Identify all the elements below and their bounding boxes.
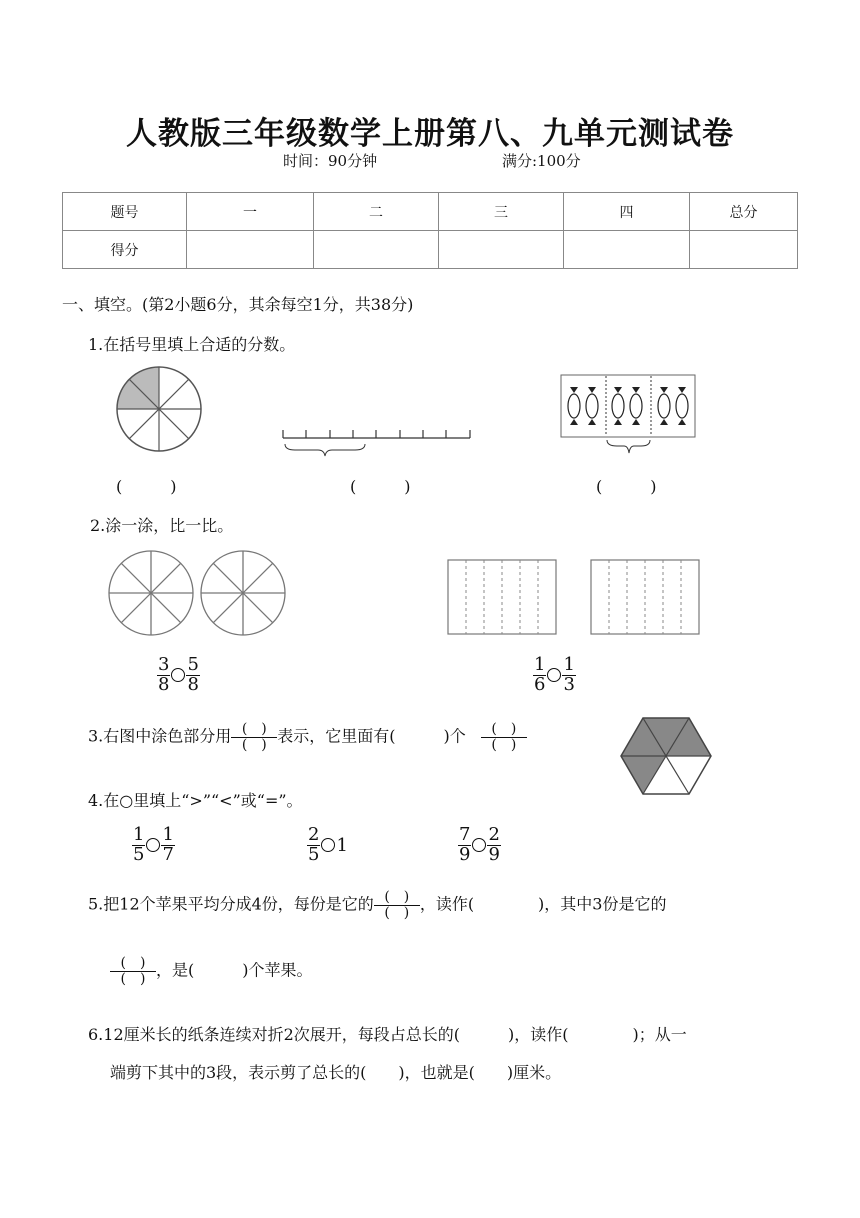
q3-line (88, 722, 527, 752)
q6-line-2: 端剪下其中的3段，表示剪了总长的( )，也就是( )厘米。 (110, 1063, 562, 1082)
circle-eighths-figure (116, 364, 202, 454)
page-title: 人教版三年级数学上册第八、九单元测试卷 (126, 116, 734, 152)
blank-numerator[interactable]: ( ) (481, 722, 527, 738)
fraction-denominator: 6 (534, 673, 546, 695)
score-cell[interactable] (564, 231, 690, 269)
header-cell: 总分 (690, 193, 798, 231)
score-table (62, 192, 798, 269)
circle-pair-figure (108, 548, 288, 638)
fraction-numerator: 2 (308, 824, 320, 845)
q5-prefix: 5.把12个苹果平均分成4份，每份是它的 (88, 894, 374, 914)
score-cell[interactable] (439, 231, 564, 269)
q1-blank-2[interactable]: ( ) (350, 477, 411, 496)
score-table-header-row (63, 193, 798, 231)
blank-numerator[interactable]: ( ) (110, 956, 156, 972)
q5-line-1 (88, 890, 666, 920)
score-cell[interactable] (314, 231, 439, 269)
row-label: 得分 (63, 231, 187, 269)
fraction-numerator: 1 (162, 824, 174, 845)
time-label: 时间：90分钟 (283, 152, 378, 170)
fraction-numerator: 3 (158, 654, 170, 675)
rectangle-pair-figure (446, 558, 702, 636)
q3-mid: 表示，它里面有( )个 (277, 726, 466, 746)
compare-circle[interactable] (171, 668, 185, 682)
hexagon-figure (620, 716, 712, 796)
candy-box-figure (560, 374, 696, 458)
blank-numerator[interactable]: ( ) (374, 890, 420, 906)
compare-circle[interactable] (146, 838, 160, 852)
header-cell: 一 (187, 193, 314, 231)
compare-circle[interactable] (472, 838, 486, 852)
q4-compare-3 (458, 826, 501, 865)
compare-circle[interactable] (547, 668, 561, 682)
blank-denominator[interactable]: ( ) (491, 736, 517, 753)
fraction-denominator: 8 (187, 673, 199, 695)
fraction-numerator: 1 (534, 654, 546, 675)
fraction-numerator: 1 (563, 654, 575, 675)
q5-mid: ，读作( )，其中3份是它的 (419, 894, 667, 914)
q2-compare-1 (157, 656, 200, 695)
section1-heading: 一、填空。(第2小题6分，其余每空1分，共38分) (62, 295, 414, 314)
fraction-denominator: 5 (308, 843, 320, 865)
fraction-denominator: 9 (488, 843, 500, 865)
q4-text: 4.在○里填上“>”“<”或“=”。 (88, 791, 303, 810)
q2-text: 2.涂一涂，比一比。 (90, 516, 234, 535)
fraction-denominator: 5 (133, 843, 145, 865)
header-cell: 二 (314, 193, 439, 231)
header-cell: 题号 (63, 193, 187, 231)
q5-line-2 (110, 956, 313, 986)
q5-suffix: ，是( )个苹果。 (156, 960, 313, 980)
blank-numerator[interactable]: ( ) (231, 722, 277, 738)
header-cell: 三 (439, 193, 564, 231)
fraction-denominator: 3 (563, 673, 575, 695)
q4-compare-2 (307, 826, 348, 865)
q2-compare-2 (533, 656, 576, 695)
blank-denominator[interactable]: ( ) (120, 970, 146, 987)
compare-circle[interactable] (321, 838, 335, 852)
score-table-score-row (63, 231, 798, 269)
whole-number: 1 (336, 834, 348, 856)
fraction-numerator: 5 (187, 654, 199, 675)
q1-text: 1.在括号里填上合适的分数。 (88, 335, 296, 354)
header-cell: 四 (564, 193, 690, 231)
fraction-denominator: 8 (158, 673, 170, 695)
fraction-numerator: 1 (133, 824, 145, 845)
q1-blank-1[interactable]: ( ) (116, 477, 177, 496)
blank-denominator[interactable]: ( ) (384, 904, 410, 921)
blank-denominator[interactable]: ( ) (241, 736, 267, 753)
score-cell[interactable] (690, 231, 798, 269)
score-cell[interactable] (187, 231, 314, 269)
fraction-numerator: 7 (459, 824, 471, 845)
full-score-label: 满分:100分 (502, 152, 581, 170)
fraction-numerator: 2 (488, 824, 500, 845)
fraction-denominator: 9 (459, 843, 471, 865)
number-line-figure (280, 420, 475, 460)
q6-line-1: 6.12厘米长的纸条连续对折2次展开，每段占总长的( )，读作( )；从一 (88, 1025, 687, 1044)
fraction-denominator: 7 (162, 843, 174, 865)
q3-prefix: 3.右图中涂色部分用 (88, 726, 232, 746)
q4-compare-1 (132, 826, 175, 865)
q1-blank-3[interactable]: ( ) (596, 477, 657, 496)
